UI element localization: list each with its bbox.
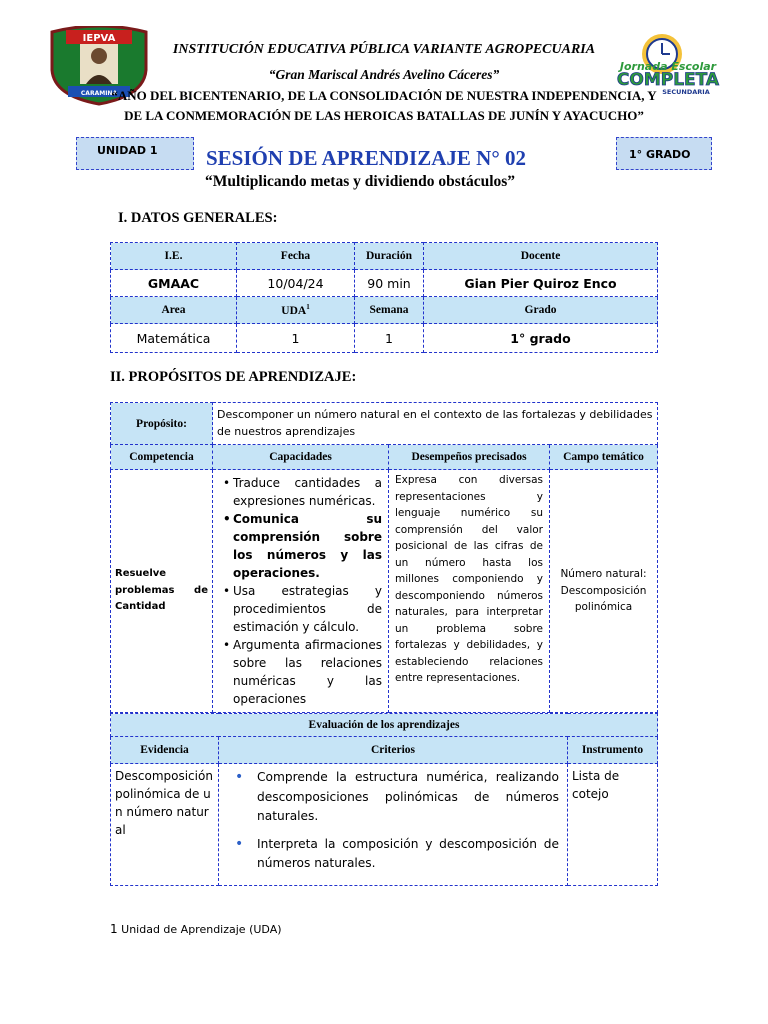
criterio-item: • Comprende la estructura numérica, realizando descomposiciones polinómicas de números naturales. <box>257 768 559 827</box>
criterio-item: • Interpreta la composición y descomposición de números naturales. <box>257 835 559 874</box>
criterios-list <box>227 768 559 874</box>
grado-value: 1° grado <box>424 324 658 353</box>
evaluacion-table <box>110 713 658 886</box>
year-name-line-1: “AÑO DEL BICENTENARIO, DE LA CONSOLIDACIÓN DE NUESTRA INDEPENDENCIA, Y <box>111 88 657 103</box>
uda-value: 1 <box>237 324 355 353</box>
header-capacidades: Capacidades <box>213 445 389 470</box>
uda-footnote-ref: 1 <box>306 303 310 312</box>
header-duracion: Duración <box>355 243 424 270</box>
session-title: SESIÓN DE APRENDIZAJE N° 02 <box>206 146 526 170</box>
footnote-text: Unidad de Aprendizaje (UDA) <box>121 923 282 936</box>
fecha-value: 10/04/24 <box>237 270 355 297</box>
criterios-cell <box>219 764 568 886</box>
section-propositos-title: II. PROPÓSITOS DE APRENDIZAJE: <box>110 369 357 385</box>
header-criterios: Criterios <box>219 737 568 764</box>
instrumento-value: Lista de cotejo <box>568 764 658 886</box>
area-value: Matemática <box>111 324 237 353</box>
header-fecha: Fecha <box>237 243 355 270</box>
grade-label: 1° GRADO <box>616 137 712 170</box>
docente-value: Gian Pier Quiroz Enco <box>424 270 658 297</box>
capacidades-cell <box>213 470 389 713</box>
header-area: Area <box>111 297 237 324</box>
svg-text:CARAMINA: CARAMINA <box>80 90 118 97</box>
header-uda: UDA$^1$ <box>237 297 355 324</box>
semana-value: 1 <box>355 324 424 353</box>
header-docente: Docente <box>424 243 658 270</box>
footnote-number: 1 <box>110 922 118 936</box>
header-grado: Grado <box>424 297 658 324</box>
header-competencia: Competencia <box>111 445 213 470</box>
section-datos-generales-title: I. DATOS GENERALES: <box>118 210 278 226</box>
svg-text:COMPLETA: COMPLETA <box>616 70 720 90</box>
campo-tematico-value: Número natural: Descomposición polinómica <box>550 470 658 713</box>
ie-value: GMAAC <box>111 270 237 297</box>
header-semana: Semana <box>355 297 424 324</box>
footnote <box>110 922 282 936</box>
header-campo-tematico: Campo temático <box>550 445 658 470</box>
svg-text:IEPVA: IEPVA <box>82 33 116 44</box>
institution-motto: “Gran Mariscal Andrés Avelino Cáceres” <box>268 67 500 82</box>
institution-name: INSTITUCIÓN EDUCATIVA PÚBLICA VARIANTE AGROPECUARIA <box>172 42 596 57</box>
proposito-label: Propósito: <box>111 403 213 445</box>
evidencia-value: Descomposición polinómica de un número natural <box>111 764 219 886</box>
capacidades-list <box>221 474 382 708</box>
header-instrumento: Instrumento <box>568 737 658 764</box>
capacidad-item: • Argumenta afirmaciones sobre las relaciones numéricas y las operaciones <box>233 636 382 708</box>
svg-text:Jornada Escolar: Jornada Escolar <box>619 60 717 73</box>
capacidad-item: • Traduce cantidades a expresiones numéricas. <box>233 474 382 510</box>
evaluacion-title: Evaluación de los aprendizajes <box>111 714 658 737</box>
header-ie: I.E. <box>111 243 237 270</box>
header-desempenos: Desempeños precisados <box>389 445 550 470</box>
year-name-line-2: DE LA CONMEMORACIÓN DE LAS HEROICAS BATALLAS DE JUNÍN Y AYACUCHO” <box>124 108 644 123</box>
proposito-text: Descomponer un número natural en el contexto de las fortalezas y debilidades de nuestros aprendizajes <box>213 403 658 445</box>
capacidad-item: • Comunica su comprensión sobre los números y las operaciones. <box>233 510 382 582</box>
propositos-table <box>110 402 658 713</box>
competencia-value: Resuelve problemas de Cantidad <box>111 470 213 713</box>
desempenos-value: Expresa con diversas representaciones y lenguaje numérico su comprensión del valor posicional de las cifras de un número hasta los millones componiendo y descomponiendo números naturales, para interpretar un problema sobre fortalezas y debilidades, y estableciendo relaciones entre representaciones. <box>389 470 550 713</box>
svg-text:SECUNDARIA: SECUNDARIA <box>662 88 710 96</box>
session-subtitle: “Multiplicando metas y dividiendo obstáculos” <box>205 173 516 190</box>
datos-generales-table <box>110 242 658 353</box>
duracion-value: 90 min <box>355 270 424 297</box>
capacidad-item: • Usa estrategias y procedimientos de estimación y cálculo. <box>233 582 382 636</box>
unit-label: UNIDAD 1 <box>76 137 194 170</box>
header-evidencia: Evidencia <box>111 737 219 764</box>
